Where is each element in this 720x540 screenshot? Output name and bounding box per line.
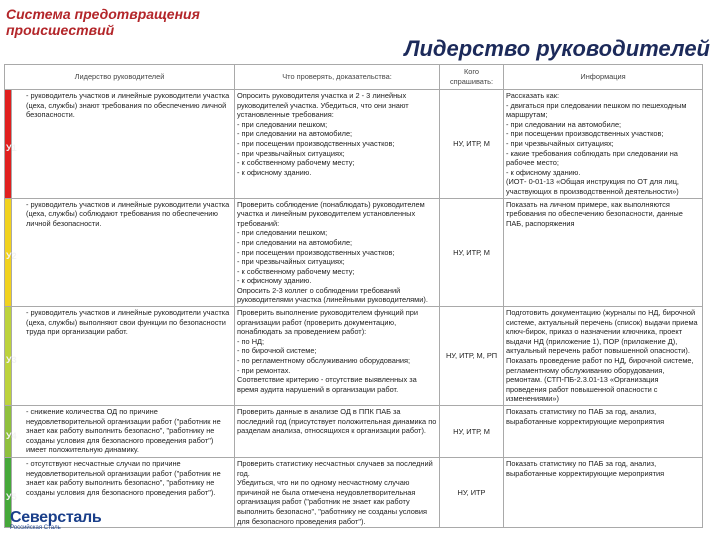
table-row — [5, 406, 703, 458]
level-label: У5 — [6, 491, 17, 502]
leadership-table — [4, 64, 703, 528]
evidence-cell: Опросить руководителя участка и 2 - 3 линейных руководителей участка. Убедиться, что они знают установленные требования: - при следовании пешком; - при следовании на автомобиле; - при посещении производственных участков; - при чрезвычайных ситуациях; - к собственному рабочему месту; - к офисному зданию. — [235, 90, 440, 199]
requirement-cell: - руководитель участков и линейные руководители участка (цеха, службы) соблюдают требования по обеспечению личной безопасности. — [12, 198, 235, 307]
column-header-info: Информация — [504, 65, 703, 90]
column-header-evidence: Что проверять, доказательства: — [235, 65, 440, 90]
who-cell: НУ, ИТР, М — [440, 198, 504, 307]
level-bar-1 — [5, 90, 17, 199]
requirement-cell: - руководитель участков и линейные руководители участка (цеха, службы) знают требования по обеспечению личной безопасности. — [12, 90, 235, 199]
evidence-cell: Проверить данные в анализе ОД в ППК ПАБ за последний год (присутствует положительная динамика по разделам анализа, относящихся к организации работ). — [235, 406, 440, 458]
who-cell: НУ, ИТР, М, РП — [440, 307, 504, 406]
info-cell: Подготовить документацию (журналы по НД, бирочной системе, актуальный перечень (список) выдачи приема ключ-бирок, приказ о назначении ключника, проект выдачи НД (приложение 1), ПОР (приложение Д), актуальный перечень работ повышенной опасности). Показать проведение работ по НД, бирочной системе, регламентному обслуживанию оборудования, ремонтам. (СТП-ПБ-2.3.01-13 «Организация проведения работ повышенной опасности с изменениями») — [504, 307, 703, 406]
who-cell: НУ, ИТР, М — [440, 406, 504, 458]
who-cell: НУ, ИТР, М — [440, 90, 504, 199]
evidence-cell: Проверить статистику несчастных случаев за последний год. Убедиться, что ни по одному несчастному случаю причиной не была отмечена неудовлетворительная организация работ ("работник не знает как работу выполнить безопасно", "работнику не созданы условия для безопасного проведения работ"). — [235, 458, 440, 528]
logo-tagline: Российская Сталь — [10, 525, 61, 531]
logo-name: Северсталь — [10, 509, 102, 526]
requirement-cell: - руководитель участков и линейные руководители участка (цеха, службы) выполняют свои функции по безопасности труда при организации работ. — [12, 307, 235, 406]
page-title: Лидерство руководителей — [404, 36, 710, 61]
level-label: У4 — [6, 430, 17, 441]
level-bar-3 — [5, 307, 17, 406]
table-row — [5, 198, 703, 307]
level-label: У1 — [6, 142, 17, 153]
level-label: У2 — [6, 251, 17, 262]
requirement-cell: - отсутствуют несчастные случаи по причине неудовлетворительной организации работ ("работник не знает как работу выполнить безопасно", "работнику не созданы условия для безопасного проведения работ"). — [12, 458, 235, 528]
info-cell: Показать статистику по ПАБ за год, анализ, выработанные корректирующие мероприятия — [504, 406, 703, 458]
level-label: У3 — [6, 355, 17, 366]
column-header-who: Кого спрашивать: — [440, 65, 504, 90]
requirement-cell: - снижение количества ОД по причине неудовлетворительной организации работ ("работник не знает как работу выполнить безопасно", "работнику не созданы условия для безопасного проведения работ") имеет положительную динамику. — [12, 406, 235, 458]
evidence-cell: Проверить выполнение руководителем функций при организации работ (проверить документацию, понаблюдать за проведением работ): - по НД; - по бирочной системе; - по регламентному обслуживанию оборудования; - при ремонтах. Соответствие критерию - отсутствие выявленных за время аудита нарушений в организации работ. — [235, 307, 440, 406]
info-cell: Показать на личном примере, как выполняются требования по обеспечению безопасности, данные ПАБ, распоряжения — [504, 198, 703, 307]
info-cell: Показать статистику по ПАБ за год, анализ, выработанные корректирующие мероприятия — [504, 458, 703, 528]
evidence-cell: Проверить соблюдение (понаблюдать) руководителем участка и линейным руководителем установленных требований: - при следовании пешком; - при следовании на автомобиле; - при посещении производственных участков; - при чрезвычайных ситуациях; - к собственному рабочему месту; - к офисному зданию. Опросить 2-3 коллег о соблюдении требований руководителями участка (линейными руководителями). — [235, 198, 440, 307]
severstal-logo — [10, 509, 101, 531]
level-bar-4 — [5, 406, 17, 458]
info-cell: Рассказать как: - двигаться при следовании пешком по пешеходным маршрутам; - при следовании на автомобиле; - при посещении производственных участков; - при чрезвычайных ситуациях; - какие требования соблюдать при следовании на рабочее место; - к офисному зданию. (ИОТ- 0-01-13 «Общая инструкция по ОТ для лиц, участвующих в производственной деятельности») — [504, 90, 703, 199]
table-row — [5, 90, 703, 199]
system-title: Система предотвращения происшествий — [6, 6, 200, 38]
table-row — [5, 458, 703, 528]
who-cell: НУ, ИТР — [440, 458, 504, 528]
table-row — [5, 307, 703, 406]
level-bar-2 — [5, 198, 17, 307]
column-header-leadership: Лидерство руководителей — [5, 65, 235, 90]
table-header-row — [5, 65, 703, 90]
